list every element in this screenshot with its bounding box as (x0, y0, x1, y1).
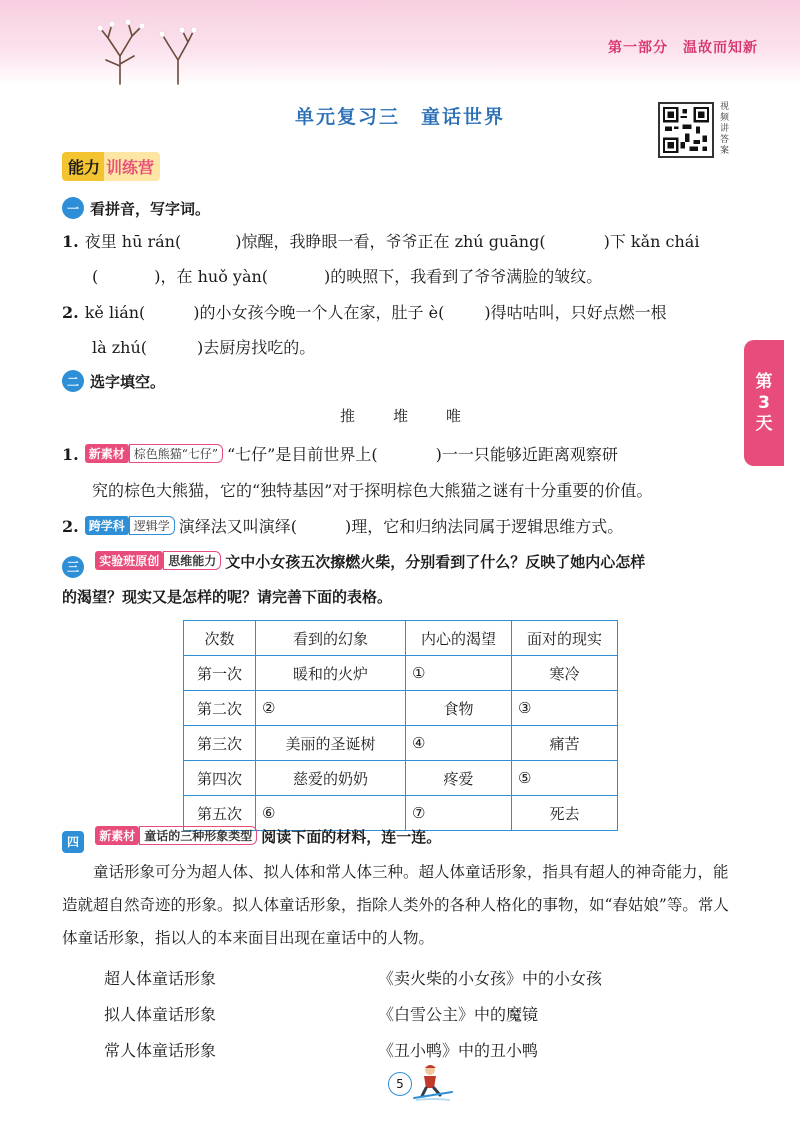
cell-value: 寒冷 (549, 664, 580, 683)
tag-subtitle: 思维能力 (163, 551, 221, 570)
s1-q2-line2 (92, 335, 315, 358)
s3-line2: 的渴望？现实又是怎样的呢？请完善下面的表格。 (62, 588, 393, 606)
section1-heading (62, 197, 210, 219)
table-row (184, 656, 618, 691)
table-row (184, 726, 618, 761)
tab-char: 天 (755, 413, 773, 434)
table-row (184, 761, 618, 796)
cell-value: 食物 (443, 699, 474, 718)
answer-marker: ③ (518, 699, 532, 717)
cell-value: 美丽的圣诞树 (285, 734, 376, 753)
text: )的小女孩今晚一个人在家，肚子 è( (193, 303, 445, 322)
text: )惊醒，我睁眼一看，爷爷正在 zhú guāng( (235, 232, 546, 251)
text: )去厨房找吃的。 (197, 338, 316, 357)
cross-subject-tag: 跨学科 (85, 516, 129, 535)
answer-marker: ② (262, 699, 276, 717)
tag-subtitle: 棕色熊猫“七仔” (129, 444, 223, 463)
match-right-item[interactable]: 《白雪公主》中的魔镜 (378, 1005, 539, 1024)
text: )，在 huǒ yàn( (154, 267, 269, 286)
s4-heading (62, 826, 441, 853)
match-left-item[interactable]: 拟人体童话形象 (104, 1005, 217, 1024)
ability-training-badge (62, 152, 160, 180)
s1-q1-line1 (62, 229, 699, 252)
question-number: 2. (62, 517, 79, 536)
text: 阅读下面的材料，连一连。 (261, 828, 442, 846)
text: 演绎法又叫演绎( (178, 517, 297, 536)
s2-q2-line1 (62, 514, 623, 537)
match-right-item[interactable]: 《卖火柴的小女孩》中的小女孩 (378, 969, 603, 988)
answer-marker: ④ (412, 734, 426, 752)
question-number: 2. (62, 303, 79, 322)
new-material-tag: 新素材 (85, 444, 129, 463)
table-cell[interactable] (512, 761, 618, 796)
text: kě lián( (84, 303, 146, 322)
text: “七仔”是目前世界上( (227, 445, 378, 464)
skier-icon (412, 1062, 454, 1102)
table-header-cell: 次数 (184, 621, 256, 656)
answer-marker: ⑥ (262, 804, 276, 822)
table-cell (512, 796, 618, 831)
s1-q2-line1 (62, 300, 667, 323)
cell-value: 疼爱 (443, 769, 474, 788)
tag-subtitle: 逻辑学 (129, 516, 175, 535)
qr-label: 视频讲答案 (720, 102, 730, 156)
match-right-item[interactable]: 《丑小鸭》中的丑小鸭 (378, 1041, 539, 1060)
tab-char: 第 (755, 371, 773, 392)
text: 夜里 hū rán( (84, 232, 182, 251)
illusions-table (183, 620, 618, 831)
text: )一一只能够近距离观察研 (435, 445, 618, 464)
table-cell: 第四次 (184, 761, 256, 796)
section2-heading (62, 370, 165, 392)
s2-q1-line1 (62, 442, 618, 465)
winter-tree-illustration (80, 16, 210, 86)
character-choices: 推堆唯 (340, 407, 500, 425)
table-cell (406, 691, 512, 726)
text: )理，它和归纳法同属于逻辑思维方式。 (344, 517, 624, 536)
section3-number: 三 (62, 556, 84, 578)
cell-value: 死去 (549, 804, 580, 823)
table-cell[interactable] (406, 726, 512, 761)
text: là zhú( (92, 338, 148, 357)
table-cell: 第三次 (184, 726, 256, 761)
tag-subtitle: 童话的三种形象类型 (139, 826, 257, 845)
table-cell[interactable] (406, 656, 512, 691)
table-cell (256, 726, 406, 761)
table-cell (256, 656, 406, 691)
table-row (184, 691, 618, 726)
table-cell (512, 726, 618, 761)
qr-code-icon[interactable] (658, 102, 714, 158)
table-cell: 第二次 (184, 691, 256, 726)
experiment-class-tag: 实验班原创 (95, 551, 163, 570)
header-section-label: 第一部分 温故而知新 (608, 40, 758, 56)
section1-number: 一 (62, 197, 84, 219)
match-left-item[interactable]: 常人体童话形象 (104, 1041, 217, 1060)
question-number: 1. (62, 232, 79, 251)
table-cell[interactable] (512, 691, 618, 726)
table-cell (256, 761, 406, 796)
s1-q1-line2 (92, 264, 602, 287)
badge-part2: 训练营 (104, 152, 160, 181)
answer-marker: ⑤ (518, 769, 532, 787)
match-left-item[interactable]: 超人体童话形象 (104, 969, 217, 988)
tab-char: 3 (758, 392, 770, 413)
section2-number: 二 (62, 370, 84, 392)
section4-number: 四 (62, 831, 84, 853)
day-side-tab (744, 340, 784, 466)
table-header-cell: 看到的幻象 (256, 621, 406, 656)
reading-material-paragraph: 童话形象可分为超人体、拟人体和常人体三种。超人体童话形象，指具有超人的神奇能力，能造就超自然奇迹的形象。拟人体童话形象，指除人类外的各种人格化的事物，如“春姑娘”等。常人体童话形象，指以人的本来面目出现在童话中的人物。 (62, 863, 729, 947)
s3-line1 (62, 551, 645, 578)
table-header-row (184, 621, 618, 656)
page-number: 5 (388, 1072, 412, 1096)
text: ( (92, 267, 99, 286)
table-cell (512, 656, 618, 691)
table-cell: 第五次 (184, 796, 256, 831)
new-material-tag: 新素材 (95, 826, 139, 845)
page-title: 单元复习三 童话世界 (294, 106, 505, 128)
section1-title: 看拼音，写字词。 (90, 199, 211, 218)
question-number: 1. (62, 445, 79, 464)
cell-value: 暖和的火炉 (292, 664, 368, 683)
text: 文中小女孩五次擦燃火柴，分别看到了什么？反映了她内心怎样 (225, 553, 646, 571)
table-header-cell: 面对的现实 (512, 621, 618, 656)
s2-q1-line2: 究的棕色大熊猫，它的“独特基因”对于探明棕色大熊猫之谜有十分重要的价值。 (92, 481, 653, 500)
answer-marker: ① (412, 664, 426, 682)
table-cell: 第一次 (184, 656, 256, 691)
table-cell[interactable] (256, 691, 406, 726)
text: )得咕咕叫，只好点燃一根 (484, 303, 667, 322)
text: )下 kǎn chái (603, 232, 700, 251)
cell-value: 慈爱的奶奶 (292, 769, 368, 788)
cell-value: 痛苦 (549, 734, 580, 753)
answer-marker: ⑦ (412, 804, 426, 822)
badge-part1: 能力 (62, 152, 104, 181)
text: )的映照下，我看到了爷爷满脸的皱纹。 (324, 267, 603, 286)
section2-title: 选字填空。 (90, 372, 166, 391)
table-cell (406, 761, 512, 796)
table-header-cell: 内心的渴望 (406, 621, 512, 656)
